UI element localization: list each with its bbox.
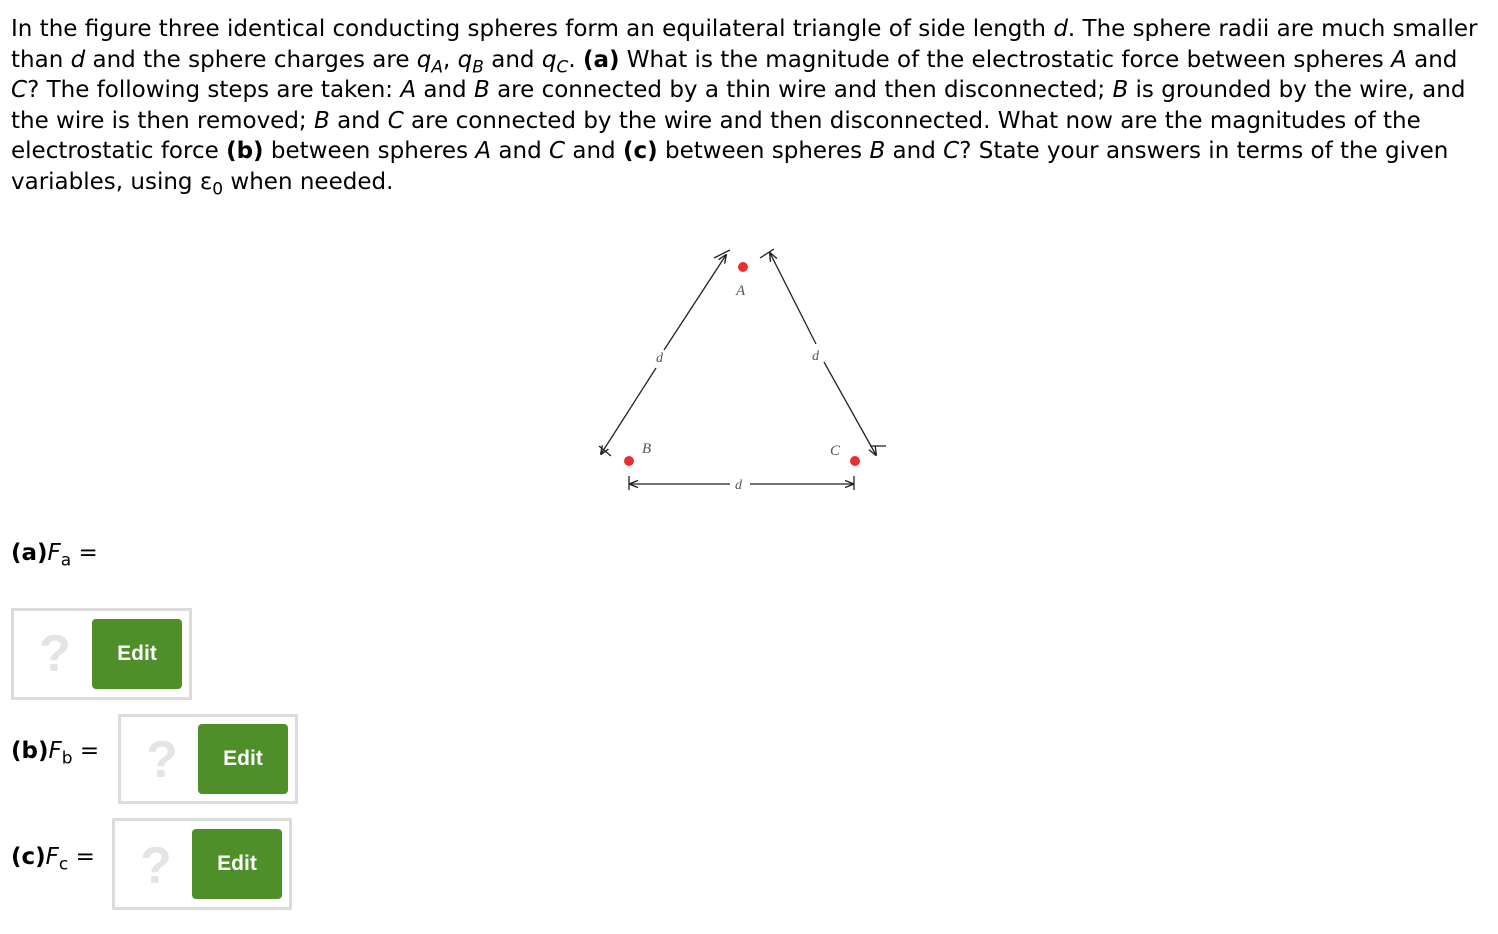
sphere-b (624, 456, 634, 466)
label-b: B (642, 441, 652, 457)
edit-button-c[interactable]: Edit (192, 829, 282, 899)
question-mark-icon: ? (39, 625, 71, 683)
edit-button-a[interactable]: Edit (92, 619, 182, 689)
triangle-figure (590, 240, 900, 510)
question-mark-icon: ? (146, 731, 178, 789)
label-d-left: d (656, 351, 663, 366)
side-ac-upper (770, 253, 816, 344)
label-d-bottom: d (735, 478, 742, 493)
edit-button-b[interactable]: Edit (198, 724, 288, 794)
side-ac-lower (824, 362, 876, 455)
side-ab-upper (664, 255, 726, 350)
problem-statement: In the figure three identical conducting spheres form an equilateral triangle of side length d. The sphere radii are much smaller than d and the sphere charges are $q_A$, $q_B$ and $q_C$. (a) What is the magnitude of the electrostatic force between spheres A and C? The following steps are taken: A and B are connected by a thin wire and then disconnected; B is grounded by the wire, and the wire is then removed; B and C are connected by the wire and then disconnected. What now are the magnitudes of the electrostatic force (b) between spheres A and C and (c) between spheres B and C? State your answers in terms of the given variables, using $\varepsilon_0$ when needed. (11, 16, 1478, 200)
label-c: C (830, 443, 841, 459)
answer-box-c[interactable] (112, 818, 292, 910)
sphere-c (850, 456, 860, 466)
answer-box-a[interactable] (11, 608, 192, 700)
sphere-a (738, 262, 748, 272)
label-a: A (736, 283, 746, 299)
answer-label-a: $(a)F_a$ = (11, 540, 98, 571)
label-d-right: d (812, 349, 819, 364)
answer-box-b[interactable] (118, 714, 298, 804)
answer-label-b: $(b)F_b$ = (11, 738, 100, 769)
answer-label-c: $(c)F_c$ = (11, 844, 95, 875)
question-mark-icon: ? (140, 837, 172, 895)
